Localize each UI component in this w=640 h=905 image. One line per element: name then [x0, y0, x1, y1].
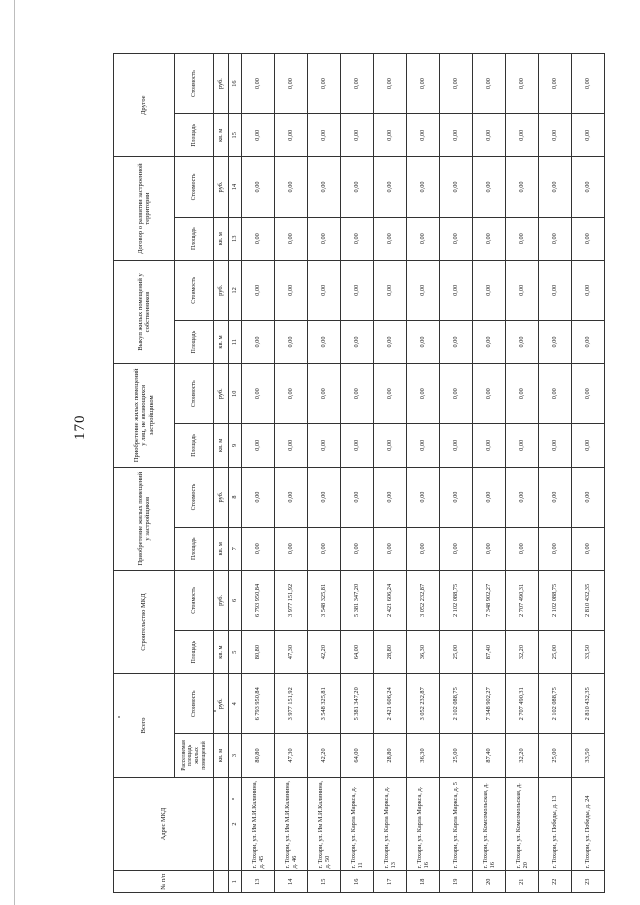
table-cell-no: 14 [275, 871, 308, 893]
header-group-buyout: Выкуп жилых помещений у собственников [114, 260, 175, 363]
header-col-number: 8 [229, 467, 242, 527]
table-cell-c11: 0,00 [440, 320, 473, 363]
table-cell-total-area: 32,20 [506, 734, 539, 777]
table-cell-build-area: 47,30 [275, 630, 308, 673]
table-cell-c7: 0,00 [539, 527, 572, 570]
table-cell-no: 16 [341, 871, 374, 893]
table-cell-c16: 0,00 [473, 54, 506, 114]
table-cell-c14: 0,00 [341, 157, 374, 217]
table-cell-c9: 0,00 [539, 424, 572, 467]
header-col-number: 1 [229, 871, 242, 893]
table-cell-no: 19 [440, 871, 473, 893]
table-cell-total-area: 42,20 [308, 734, 341, 777]
table-cell-c15: 0,00 [407, 114, 440, 157]
table-cell-build-cost: 5 381 347,20 [341, 570, 374, 630]
header-col-number: 3 [229, 734, 242, 777]
table-cell-build-cost: 2 810 432,35 [572, 570, 605, 630]
table-cell-c13: 0,00 [572, 217, 605, 260]
table-cell-c15: 0,00 [572, 114, 605, 157]
header-unit-sqm: кв. м [214, 114, 229, 157]
table-cell-c11: 0,00 [506, 320, 539, 363]
header-sub-area: Площадь [175, 424, 214, 467]
header-unit-sqm: кв. м [214, 320, 229, 363]
scan-speck [118, 716, 120, 718]
header-col-number: 16 [229, 54, 242, 114]
header-unit-rub: руб. [214, 364, 229, 424]
resettlement-table-wrapper [113, 53, 592, 893]
table-cell-total-area: 28,80 [374, 734, 407, 777]
table-cell-total-area: 25,00 [539, 734, 572, 777]
table-cell-address: г. Тохари, ул. Победы, д. 24 [572, 777, 605, 871]
header-sub-area: Площадь [175, 217, 214, 260]
header-sub-total-area: Расселяемая площадь жилых помещений [175, 734, 214, 777]
table-cell-total-cost: 2 421 606,24 [374, 674, 407, 734]
header-col-number: 10 [229, 364, 242, 424]
header-unit-rub: руб. [214, 157, 229, 217]
table-cell-total-area: 33,50 [572, 734, 605, 777]
table-cell-c12: 0,00 [473, 260, 506, 320]
table-cell-total-cost: 5 381 347,20 [341, 674, 374, 734]
table-cell-build-cost: 2 102 088,75 [440, 570, 473, 630]
header-col-number: 9 [229, 424, 242, 467]
table-cell-no: 15 [308, 871, 341, 893]
table-cell-c13: 0,00 [341, 217, 374, 260]
table-cell-c14: 0,00 [440, 157, 473, 217]
table-cell-c13: 0,00 [407, 217, 440, 260]
table-cell-build-area: 87,40 [473, 630, 506, 673]
table-cell-c9: 0,00 [275, 424, 308, 467]
table-cell-c10: 0,00 [539, 364, 572, 424]
table-row [275, 54, 308, 893]
header-col-number: 2 [229, 777, 242, 871]
table-cell-c15: 0,00 [506, 114, 539, 157]
table-cell-c9: 0,00 [341, 424, 374, 467]
table-cell-build-area: 36,30 [407, 630, 440, 673]
table-cell-build-cost: 2 421 606,24 [374, 570, 407, 630]
table-cell-c8: 0,00 [374, 467, 407, 527]
table-cell-total-area: 64,00 [341, 734, 374, 777]
table-cell-c13: 0,00 [242, 217, 275, 260]
table-cell-c9: 0,00 [506, 424, 539, 467]
table-body [242, 54, 605, 893]
table-cell-address: г. Тохари, ул. Им М.И.Калинина, д. 50 [308, 777, 341, 871]
table-cell-total-cost: 3 052 232,87 [407, 674, 440, 734]
table-cell-c16: 0,00 [242, 54, 275, 114]
header-group-territory-development: Договор о развитии застроенной территории [114, 157, 175, 260]
table-cell-c10: 0,00 [308, 364, 341, 424]
table-cell-no: 22 [539, 871, 572, 893]
table-cell-c9: 0,00 [440, 424, 473, 467]
table-cell-c15: 0,00 [539, 114, 572, 157]
table-row [440, 54, 473, 893]
table-cell-build-cost: 3 548 325,81 [308, 570, 341, 630]
table-cell-c8: 0,00 [407, 467, 440, 527]
scan-edge-line [14, 0, 15, 905]
table-cell-c7: 0,00 [506, 527, 539, 570]
table-cell-c9: 0,00 [473, 424, 506, 467]
table-cell-total-area: 47,30 [275, 734, 308, 777]
table-cell-c7: 0,00 [308, 527, 341, 570]
table-cell-c13: 0,00 [308, 217, 341, 260]
table-cell-c12: 0,00 [440, 260, 473, 320]
table-cell-c10: 0,00 [374, 364, 407, 424]
table-cell-c8: 0,00 [473, 467, 506, 527]
table-cell-address: г. Тохари, ул. Карла Маркса, д. 13 [374, 777, 407, 871]
header-unit-sqm: кв. м [214, 630, 229, 673]
table-cell-c13: 0,00 [275, 217, 308, 260]
table-cell-address: г. Тохари, ул. Им М.И.Калинина, д. 46 [275, 777, 308, 871]
scan-speck [232, 798, 234, 800]
table-cell-c14: 0,00 [407, 157, 440, 217]
header-unit-sqm: кв. м [214, 734, 229, 777]
table-cell-c10: 0,00 [506, 364, 539, 424]
table-cell-c14: 0,00 [374, 157, 407, 217]
table-cell-c13: 0,00 [440, 217, 473, 260]
table-cell-c16: 0,00 [407, 54, 440, 114]
table-cell-address: г. Тохари, ул. Комсомольская, д. 20 [506, 777, 539, 871]
table-cell-c11: 0,00 [242, 320, 275, 363]
table-cell-c12: 0,00 [341, 260, 374, 320]
table-cell-build-cost: 7 348 902,27 [473, 570, 506, 630]
table-cell-total-cost: 2 810 432,35 [572, 674, 605, 734]
table-cell-c10: 0,00 [473, 364, 506, 424]
table-cell-address: г. Тохари, ул. Победы, д. 13 [539, 777, 572, 871]
table-cell-c9: 0,00 [308, 424, 341, 467]
table-cell-c16: 0,00 [440, 54, 473, 114]
table-cell-c11: 0,00 [308, 320, 341, 363]
table-cell-c10: 0,00 [242, 364, 275, 424]
table-cell-build-cost: 3 977 151,92 [275, 570, 308, 630]
header-sub-area: Площадь [175, 114, 214, 157]
header-unit-sqm: кв. м [214, 217, 229, 260]
table-cell-c7: 0,00 [572, 527, 605, 570]
header-group-purchase-developers: Приобретение жилых помещений у застройщиков [114, 467, 175, 570]
table-cell-c16: 0,00 [539, 54, 572, 114]
table-cell-total-cost: 2 707 490,31 [506, 674, 539, 734]
table-cell-c11: 0,00 [275, 320, 308, 363]
header-col-number: 12 [229, 260, 242, 320]
table-header [114, 54, 242, 893]
table-cell-c15: 0,00 [308, 114, 341, 157]
table-cell-build-cost: 3 052 232,87 [407, 570, 440, 630]
header-sub-area: Площадь [175, 320, 214, 363]
table-cell-no: 18 [407, 871, 440, 893]
table-cell-c12: 0,00 [308, 260, 341, 320]
table-cell-c10: 0,00 [275, 364, 308, 424]
table-cell-c8: 0,00 [539, 467, 572, 527]
header-unit-sqm: кв. м [214, 424, 229, 467]
header-sub-cost: Стоимость [175, 467, 214, 527]
header-col-number: 4 [229, 674, 242, 734]
header-unit-rub: руб. [214, 674, 229, 734]
header-unit-blank [214, 777, 229, 871]
table-cell-no: 23 [572, 871, 605, 893]
table-cell-c8: 0,00 [572, 467, 605, 527]
table-cell-c16: 0,00 [308, 54, 341, 114]
header-unit-rub: руб. [214, 570, 229, 630]
table-cell-no: 13 [242, 871, 275, 893]
table-cell-c7: 0,00 [242, 527, 275, 570]
table-row [407, 54, 440, 893]
table-cell-total-cost: 6 793 950,84 [242, 674, 275, 734]
table-cell-c12: 0,00 [374, 260, 407, 320]
table-cell-total-area: 87,40 [473, 734, 506, 777]
header-no: № п/п [114, 871, 214, 893]
header-group-total: Всего [114, 674, 175, 777]
table-cell-c16: 0,00 [572, 54, 605, 114]
table-cell-build-area: 33,50 [572, 630, 605, 673]
table-cell-c15: 0,00 [374, 114, 407, 157]
table-cell-total-area: 80,80 [242, 734, 275, 777]
header-address: Адрес МКД [114, 777, 214, 871]
table-cell-c10: 0,00 [341, 364, 374, 424]
resettlement-table [113, 53, 605, 893]
header-sub-area: Площадь [175, 630, 214, 673]
table-cell-c11: 0,00 [473, 320, 506, 363]
table-cell-c14: 0,00 [506, 157, 539, 217]
table-cell-total-cost: 3 548 325,81 [308, 674, 341, 734]
table-cell-build-cost: 2 707 490,31 [506, 570, 539, 630]
table-cell-total-area: 36,30 [407, 734, 440, 777]
header-unit-rub: руб. [214, 54, 229, 114]
table-cell-c15: 0,00 [473, 114, 506, 157]
table-cell-c16: 0,00 [341, 54, 374, 114]
table-cell-c11: 0,00 [539, 320, 572, 363]
header-sub-cost: Стоимость [175, 364, 214, 424]
table-cell-c9: 0,00 [407, 424, 440, 467]
table-cell-c7: 0,00 [374, 527, 407, 570]
table-row [374, 54, 407, 893]
header-group-other: Другое [114, 54, 175, 157]
table-cell-total-cost: 7 348 902,27 [473, 674, 506, 734]
table-cell-c15: 0,00 [242, 114, 275, 157]
table-cell-c9: 0,00 [242, 424, 275, 467]
header-sub-cost: Стоимость [175, 157, 214, 217]
header-col-number: 13 [229, 217, 242, 260]
table-cell-c11: 0,00 [341, 320, 374, 363]
table-cell-c8: 0,00 [440, 467, 473, 527]
header-sub-cost: Стоимость [175, 54, 214, 114]
table-cell-c11: 0,00 [407, 320, 440, 363]
table-cell-address: г. Тохари, ул. Карла Маркса, д. 11 [341, 777, 374, 871]
table-cell-c7: 0,00 [473, 527, 506, 570]
table-cell-no: 20 [473, 871, 506, 893]
table-cell-c8: 0,00 [275, 467, 308, 527]
table-cell-c12: 0,00 [407, 260, 440, 320]
header-unit-rub: руб. [214, 260, 229, 320]
table-cell-c16: 0,00 [374, 54, 407, 114]
table-cell-c10: 0,00 [407, 364, 440, 424]
table-cell-c14: 0,00 [308, 157, 341, 217]
table-row [308, 54, 341, 893]
table-cell-build-area: 32,20 [506, 630, 539, 673]
table-cell-build-area: 28,80 [374, 630, 407, 673]
header-col-number: 11 [229, 320, 242, 363]
table-cell-c11: 0,00 [374, 320, 407, 363]
table-cell-total-area: 25,00 [440, 734, 473, 777]
header-col-number: 6 [229, 570, 242, 630]
header-unit-sqm: кв. м [214, 527, 229, 570]
header-group-construction: Строительство МКД [114, 570, 175, 673]
table-cell-c12: 0,00 [242, 260, 275, 320]
table-row [341, 54, 374, 893]
table-cell-c7: 0,00 [341, 527, 374, 570]
table-cell-c15: 0,00 [440, 114, 473, 157]
table-row [572, 54, 605, 893]
table-cell-c14: 0,00 [242, 157, 275, 217]
table-cell-c8: 0,00 [308, 467, 341, 527]
table-row [539, 54, 572, 893]
table-cell-no: 17 [374, 871, 407, 893]
table-cell-total-cost: 2 102 088,75 [539, 674, 572, 734]
table-cell-build-area: 25,00 [539, 630, 572, 673]
table-cell-build-area: 42,20 [308, 630, 341, 673]
table-cell-c15: 0,00 [341, 114, 374, 157]
table-cell-c9: 0,00 [572, 424, 605, 467]
table-row [506, 54, 539, 893]
header-col-number: 14 [229, 157, 242, 217]
table-cell-c14: 0,00 [572, 157, 605, 217]
table-cell-c12: 0,00 [275, 260, 308, 320]
table-cell-c8: 0,00 [506, 467, 539, 527]
table-cell-c12: 0,00 [506, 260, 539, 320]
scan-speck [214, 710, 216, 712]
table-cell-build-cost: 6 793 950,84 [242, 570, 275, 630]
table-cell-c8: 0,00 [242, 467, 275, 527]
table-cell-c13: 0,00 [374, 217, 407, 260]
table-cell-c14: 0,00 [473, 157, 506, 217]
table-cell-c10: 0,00 [572, 364, 605, 424]
header-col-number: 15 [229, 114, 242, 157]
table-cell-c10: 0,00 [440, 364, 473, 424]
table-cell-total-cost: 3 977 151,92 [275, 674, 308, 734]
header-col-number: 5 [229, 630, 242, 673]
header-unit-blank [214, 871, 229, 893]
table-cell-c7: 0,00 [275, 527, 308, 570]
table-cell-address: г. Тохари, ул. Комсомольская, д. 16 [473, 777, 506, 871]
table-row [242, 54, 275, 893]
table-cell-build-area: 64,00 [341, 630, 374, 673]
table-cell-c13: 0,00 [506, 217, 539, 260]
table-cell-c12: 0,00 [572, 260, 605, 320]
header-sub-cost: Стоимость [175, 570, 214, 630]
table-cell-address: г. Тохари, ул. Им М.И.Калинина, д. 45 [242, 777, 275, 871]
header-sub-area: Площадь [175, 527, 214, 570]
table-cell-c13: 0,00 [539, 217, 572, 260]
table-cell-c7: 0,00 [440, 527, 473, 570]
table-cell-c14: 0,00 [275, 157, 308, 217]
table-cell-c14: 0,00 [539, 157, 572, 217]
table-cell-c12: 0,00 [539, 260, 572, 320]
table-cell-c16: 0,00 [275, 54, 308, 114]
table-cell-build-cost: 2 102 088,75 [539, 570, 572, 630]
table-row [473, 54, 506, 893]
table-cell-c11: 0,00 [572, 320, 605, 363]
table-cell-total-cost: 2 102 088,75 [440, 674, 473, 734]
header-group-purchase-non-developers: Приобретение жилых помещений у лиц, не являющихся застройщиком [114, 364, 175, 467]
table-cell-c8: 0,00 [341, 467, 374, 527]
table-cell-c16: 0,00 [506, 54, 539, 114]
header-col-number: 7 [229, 527, 242, 570]
header-sub-total-cost: Стоимость [175, 674, 214, 734]
table-cell-c9: 0,00 [374, 424, 407, 467]
table-cell-c7: 0,00 [407, 527, 440, 570]
table-cell-build-area: 25,00 [440, 630, 473, 673]
table-cell-address: г. Тохари, ул. Карла Маркса, д. 16 [407, 777, 440, 871]
table-cell-c13: 0,00 [473, 217, 506, 260]
table-cell-build-area: 80,80 [242, 630, 275, 673]
header-unit-rub: руб. [214, 467, 229, 527]
header-sub-cost: Стоимость [175, 260, 214, 320]
page-number: 170 [72, 414, 88, 440]
table-cell-no: 21 [506, 871, 539, 893]
table-cell-c15: 0,00 [275, 114, 308, 157]
table-cell-address: г. Тохари, ул. Карла Маркса, д. 5 [440, 777, 473, 871]
